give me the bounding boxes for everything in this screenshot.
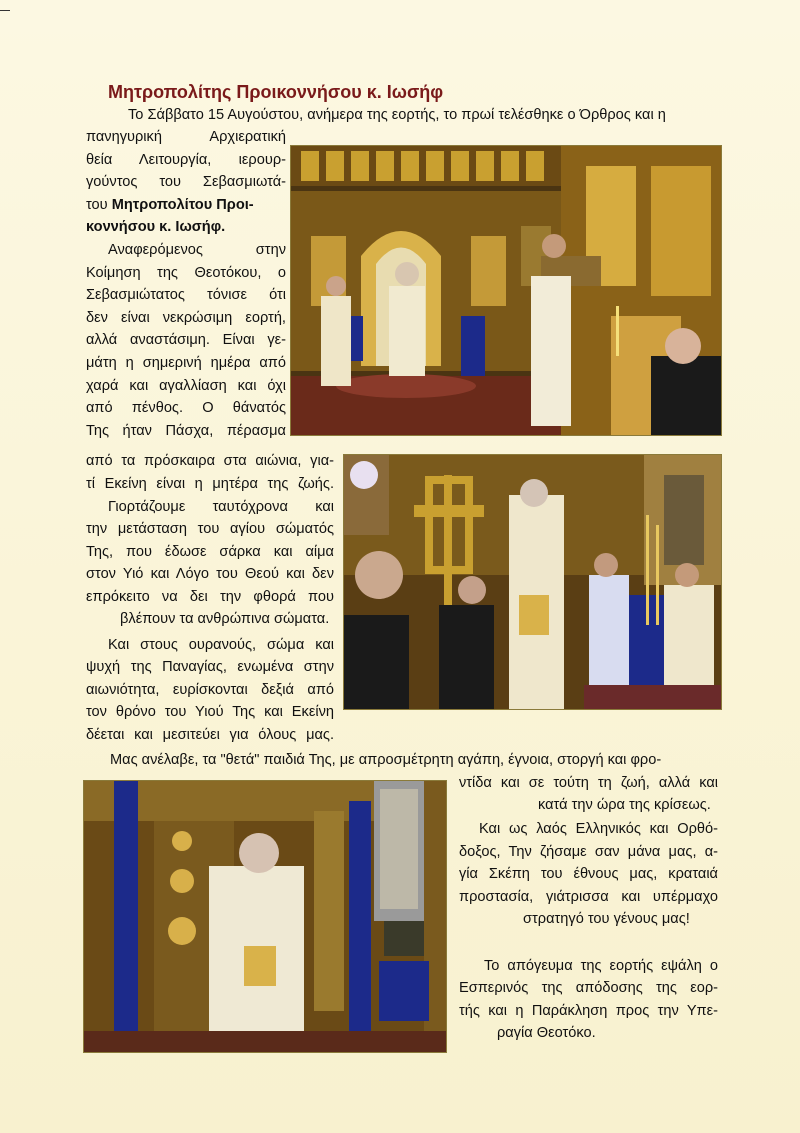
text-line: κατά την ώρα της κρίσεως. xyxy=(538,797,711,813)
text-line: από τα πρόσκαιρα στα αιώνια, για- xyxy=(86,453,334,469)
text-line: χαρά και αγαλλίαση και όχι xyxy=(86,378,286,394)
text-line: τής και η Παράκληση προς την Υπε- xyxy=(459,1003,718,1019)
text-line: προστασία, γιάτρισσα και υπέρμαχο xyxy=(459,889,718,905)
photo-illustration xyxy=(344,455,721,709)
text-line: αιωνιότητα, ευρίσκονται δεξιά από xyxy=(86,682,334,698)
text-line: τί Εκείνη είναι η μητέρα της ζωής. xyxy=(86,476,334,492)
text-line: δέεται και μεσιτεύει για όλους μας. xyxy=(86,727,334,743)
text-line: από πένθος. Ο θάνατός xyxy=(86,400,286,416)
text-line: Και στους ουρανούς, σώμα και xyxy=(108,637,334,653)
text-line: Σεβασμιώτατος τόνισε ότι xyxy=(86,287,286,303)
text-line: τον θρόνο του Υιού Της και Εκείνη xyxy=(86,704,334,720)
bold-name: Μητροπολίτου Προι- xyxy=(111,197,254,213)
text-line xyxy=(86,194,286,217)
text-line: Εσπερινός της απόδοσης της εορ- xyxy=(459,980,718,996)
liturgy-photo-iconostasis xyxy=(290,145,722,436)
text-line: ψυχή της Παναγίας, ενωμένα στην xyxy=(86,659,334,675)
crop-mark xyxy=(0,0,4,12)
text-line: Και ως λαός Ελληνικός και Ορθό- xyxy=(479,821,718,837)
text-line: πανηγυρική Αρχιερατική xyxy=(86,129,286,145)
text-line: δεν είναι νεκρώσιμη εορτή, xyxy=(86,310,286,326)
text-line: την μετάσταση του αγίου σώματός xyxy=(86,521,334,537)
liturgy-photo-homily xyxy=(83,780,447,1053)
liturgy-photo-cross xyxy=(343,454,722,710)
text-line: Μας ανέλαβε, τα "θετά" παιδιά Της, με απροσμέτρητη αγάπη, έγνοια, στοργή και φρο- xyxy=(110,752,662,768)
text-line: Της, που έδωσε σάρκα και αίμα xyxy=(86,544,334,560)
text-line: Αναφερόμενος στην xyxy=(108,242,286,258)
text-line: μάτη η σημερινή ημέρα από xyxy=(86,355,286,371)
text-line: στρατηγό του γένους μας! xyxy=(523,911,690,927)
text-line: ντίδα και σε τούτη τη ζωή, αλλά και xyxy=(459,775,718,791)
text-line: Το Σάββατο 15 Αυγούστου, ανήμερα της εορτής, το πρωί τελέσθηκε ο Όρθρος και η xyxy=(128,107,666,123)
photo-illustration xyxy=(84,781,446,1052)
bold-name: κοννήσου κ. Ιωσήφ. xyxy=(86,219,226,235)
article-title: Μητροπολίτης Προικοννήσου κ. Ιωσήφ xyxy=(108,82,444,102)
text-fragment: του xyxy=(86,197,112,213)
photo-illustration xyxy=(291,146,721,435)
text-line: γία Σκέπη του έθνους μας, κραταιά xyxy=(459,866,718,882)
text-line: βλέπουν τα ανθρώπινα σώματα. xyxy=(120,611,330,627)
text-line: Της ήταν Πάσχα, πέρασμα xyxy=(86,423,286,439)
text-line: αλλά αναστάσιμη. Είναι γε- xyxy=(86,332,286,348)
text-line: δοξος, Την ζήσαμε σαν μάνα μας, α- xyxy=(459,844,718,860)
text-line: Το απόγευμα της εορτής εψάλη ο xyxy=(484,958,718,974)
text-line: θεία Λειτουργία, ιερουρ- xyxy=(86,152,286,168)
text-line: στον Υιό και Λόγο του Θεού και δεν xyxy=(86,566,334,582)
text-line: Κοίμηση της Θεοτόκου, ο xyxy=(86,265,286,281)
text-line: επρόκειτο να δει την φθορά που xyxy=(86,589,334,605)
text-line: γούντος του Σεβασμιωτά- xyxy=(86,174,286,190)
text-line: ραγία Θεοτόκο. xyxy=(497,1025,596,1041)
text-line: Γιορτάζουμε ταυτόχρονα και xyxy=(108,499,334,515)
